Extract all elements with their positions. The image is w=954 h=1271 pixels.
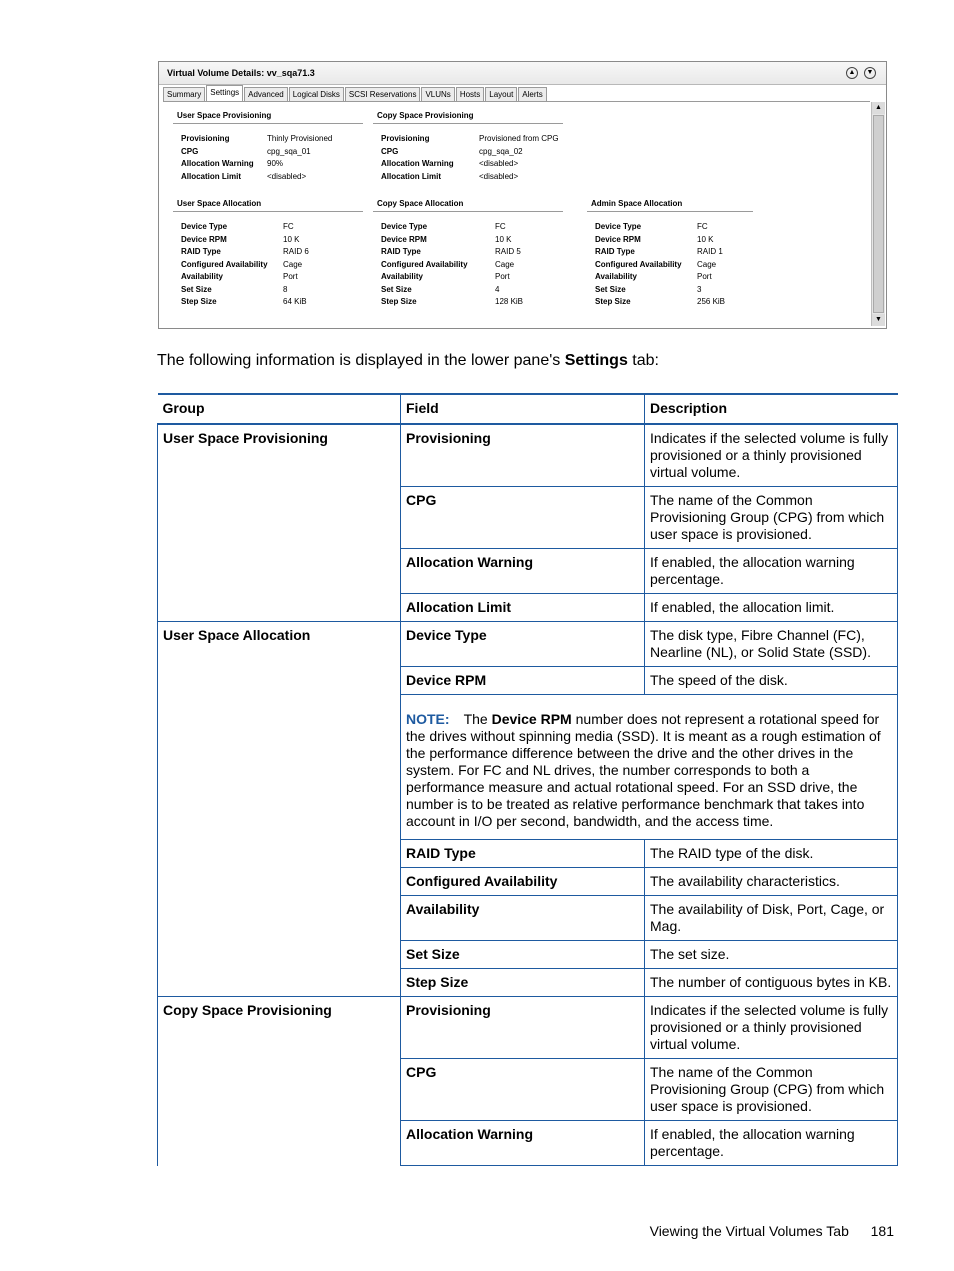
- setting-value: Cage: [283, 259, 303, 269]
- description-cell: The name of the Common Provisioning Group (CPG) from which user space is provisioned.: [645, 487, 898, 549]
- setting-row: [587, 284, 753, 297]
- collapse-icon[interactable]: ▲: [846, 67, 858, 79]
- setting-label: Configured Availability: [595, 259, 682, 269]
- setting-value: 10 K: [495, 234, 512, 244]
- setting-row: [373, 284, 563, 297]
- setting-value: <disabled>: [479, 159, 519, 168]
- panel-titlebar: [159, 62, 886, 85]
- description-cell: If enabled, the allocation limit.: [645, 594, 898, 622]
- setting-label: Allocation Warning: [381, 159, 454, 168]
- group-copy-space-allocation: [373, 199, 563, 309]
- setting-label: Device Type: [595, 222, 642, 231]
- intro-sentence: [157, 352, 659, 370]
- group-heading: User Space Allocation: [173, 199, 363, 212]
- tab-logical-disks[interactable]: Logical Disks: [289, 87, 344, 101]
- group-cell: User Space Provisioning: [158, 424, 401, 622]
- setting-row: [373, 171, 563, 184]
- header-field: Field: [401, 394, 645, 424]
- setting-value: 3: [697, 284, 702, 294]
- note-pre: The: [463, 711, 492, 727]
- setting-label: Availability: [181, 272, 223, 281]
- setting-row: [173, 284, 363, 297]
- expand-icon[interactable]: ▼: [864, 67, 876, 79]
- header-description: Description: [645, 394, 898, 424]
- setting-label: Availability: [381, 272, 423, 281]
- setting-row: [373, 234, 563, 247]
- tab-summary[interactable]: Summary: [163, 87, 205, 101]
- setting-value: Port: [697, 272, 712, 281]
- setting-label: Step Size: [381, 297, 417, 306]
- description-cell: The RAID type of the disk.: [645, 840, 898, 868]
- setting-value: Cage: [495, 259, 515, 269]
- description-cell: The availability of Disk, Port, Cage, or Mag.: [645, 896, 898, 941]
- panel-tabs: [163, 87, 548, 100]
- description-cell: Indicates if the selected volume is fully provisioned or a thinly provisioned virtual volume.: [645, 424, 898, 487]
- setting-value: Provisioned from CPG: [479, 134, 559, 143]
- group-heading: Admin Space Allocation: [587, 199, 753, 212]
- setting-label: Set Size: [181, 284, 212, 294]
- setting-row: [173, 133, 363, 146]
- tab-divider: [163, 101, 870, 102]
- setting-label: Allocation Warning: [181, 159, 254, 168]
- setting-row: [173, 146, 363, 159]
- setting-label: Set Size: [381, 284, 412, 294]
- table-row: [158, 424, 898, 487]
- setting-label: Allocation Limit: [181, 171, 241, 181]
- setting-value: 64 KiB: [283, 297, 307, 306]
- group-heading: Copy Space Provisioning: [373, 111, 563, 124]
- setting-value: <disabled>: [479, 171, 519, 181]
- setting-row: [587, 259, 753, 272]
- group-user-space-allocation: [173, 199, 363, 309]
- setting-value: Cage: [697, 259, 717, 269]
- field-cell: Allocation Warning: [401, 1121, 645, 1166]
- setting-label: Device Type: [381, 222, 428, 231]
- description-cell: The name of the Common Provisioning Group (CPG) from which user space is provisioned.: [645, 1059, 898, 1121]
- setting-row: [173, 234, 363, 247]
- setting-value: Port: [283, 272, 298, 281]
- intro-text-end: tab:: [627, 352, 659, 369]
- setting-row: [173, 296, 363, 309]
- note-bold: Device RPM: [491, 711, 572, 727]
- description-cell: The availability characteristics.: [645, 868, 898, 896]
- field-cell: RAID Type: [401, 840, 645, 868]
- setting-value: 8: [283, 284, 288, 294]
- table-row: [158, 622, 898, 667]
- setting-row: [373, 133, 563, 146]
- setting-row: [373, 271, 563, 284]
- scroll-down-icon[interactable]: ▼: [872, 314, 885, 326]
- setting-value: RAID 6: [283, 247, 309, 256]
- setting-value: 10 K: [283, 234, 300, 244]
- setting-row: [173, 221, 363, 234]
- tab-advanced[interactable]: Advanced: [244, 87, 288, 101]
- setting-row: [587, 221, 753, 234]
- group-cell: Copy Space Provisioning: [158, 997, 401, 1166]
- setting-label: Availability: [595, 272, 637, 281]
- panel-title: Virtual Volume Details: vv_sqa71.3: [167, 68, 315, 78]
- setting-row: [587, 234, 753, 247]
- scroll-thumb[interactable]: [873, 115, 884, 313]
- field-cell: Allocation Warning: [401, 549, 645, 594]
- description-cell: The number of contiguous bytes in KB.: [645, 969, 898, 997]
- setting-label: RAID Type: [595, 247, 635, 256]
- setting-value: cpg_sqa_01: [267, 146, 311, 156]
- group-copy-space-provisioning: [373, 111, 563, 183]
- setting-row: [373, 246, 563, 259]
- field-cell: Step Size: [401, 969, 645, 997]
- table-header-row: [158, 394, 898, 424]
- group-cell: User Space Allocation: [158, 622, 401, 997]
- settings-table: [157, 393, 898, 1166]
- setting-row: [173, 158, 363, 171]
- setting-row: [587, 271, 753, 284]
- setting-label: Provisioning: [181, 134, 230, 143]
- setting-row: [173, 271, 363, 284]
- setting-label: Configured Availability: [381, 259, 468, 269]
- intro-text: The following information is displayed in the lower pane's: [157, 352, 565, 369]
- field-cell: Provisioning: [401, 997, 645, 1059]
- scroll-up-icon[interactable]: ▲: [872, 102, 885, 114]
- setting-label: RAID Type: [381, 247, 421, 256]
- tab-alerts[interactable]: Alerts: [518, 87, 546, 101]
- setting-value: 10 K: [697, 234, 714, 244]
- group-heading: User Space Provisioning: [173, 111, 363, 124]
- intro-bold: Settings: [564, 352, 628, 369]
- setting-label: Provisioning: [381, 134, 430, 143]
- page-number: 181: [870, 1223, 894, 1239]
- setting-label: Set Size: [595, 284, 626, 294]
- setting-value: FC: [697, 222, 708, 231]
- page-footer: [650, 1223, 894, 1239]
- field-cell: Provisioning: [401, 424, 645, 487]
- field-cell: Configured Availability: [401, 868, 645, 896]
- setting-row: [173, 171, 363, 184]
- setting-label: Device RPM: [381, 234, 427, 244]
- setting-label: Configured Availability: [181, 259, 268, 269]
- note-label: NOTE:: [406, 711, 450, 727]
- field-cell: Allocation Limit: [401, 594, 645, 622]
- note-cell: [401, 695, 898, 840]
- tab-vluns[interactable]: VLUNs: [421, 87, 454, 101]
- setting-row: [173, 246, 363, 259]
- tab-hosts[interactable]: Hosts: [456, 87, 484, 101]
- setting-row: [173, 259, 363, 272]
- description-cell: If enabled, the allocation warning percentage.: [645, 1121, 898, 1166]
- setting-label: Allocation Limit: [381, 171, 441, 181]
- tab-scsi-reservations[interactable]: SCSI Reservations: [345, 87, 421, 101]
- note-text: number does not represent a rotational speed for the drives without spinning media (SSD). It is meant as a rough estimation of the performance difference between the drive and the other drives in the system. For FC and NL drives, the number corresponds to both a performance measure and actual rotational speed. For an SSD drive, the number is to be treated as relative performance benchmark that takes into account in I/O per second, bandwidth, and the access time.: [406, 711, 881, 829]
- field-cell: Device Type: [401, 622, 645, 667]
- setting-value: RAID 5: [495, 247, 521, 256]
- setting-row: [373, 259, 563, 272]
- description-cell: The speed of the disk.: [645, 667, 898, 695]
- group-heading: Copy Space Allocation: [373, 199, 563, 212]
- group-user-space-provisioning: [173, 111, 363, 183]
- setting-row: [587, 246, 753, 259]
- setting-row: [373, 158, 563, 171]
- setting-value: Port: [495, 272, 510, 281]
- setting-row: [373, 146, 563, 159]
- setting-value: 90%: [267, 159, 284, 168]
- settings-screenshot: [158, 61, 887, 329]
- setting-row: [373, 296, 563, 309]
- setting-value: RAID 1: [697, 247, 723, 256]
- setting-label: Device Type: [181, 222, 228, 231]
- setting-row: [587, 296, 753, 309]
- group-admin-space-allocation: [587, 199, 753, 309]
- setting-label: Step Size: [181, 297, 217, 306]
- setting-label: CPG: [181, 146, 199, 156]
- footer-section: Viewing the Virtual Volumes Tab: [649, 1223, 849, 1239]
- setting-value: 256 KiB: [697, 297, 726, 306]
- field-cell: Availability: [401, 896, 645, 941]
- setting-value: 4: [495, 284, 500, 294]
- tab-settings[interactable]: Settings: [206, 85, 243, 101]
- field-cell: CPG: [401, 1059, 645, 1121]
- setting-value: cpg_sqa_02: [479, 146, 523, 156]
- table-row: [158, 997, 898, 1059]
- setting-row: [373, 221, 563, 234]
- field-cell: Device RPM: [401, 667, 645, 695]
- field-cell: Set Size: [401, 941, 645, 969]
- description-cell: The disk type, Fibre Channel (FC), Nearline (NL), or Solid State (SSD).: [645, 622, 898, 667]
- setting-label: Device RPM: [181, 234, 227, 244]
- setting-label: RAID Type: [181, 247, 221, 256]
- setting-value: Thinly Provisioned: [267, 134, 333, 143]
- description-cell: Indicates if the selected volume is fully provisioned or a thinly provisioned virtual volume.: [645, 997, 898, 1059]
- field-cell: CPG: [401, 487, 645, 549]
- description-cell: The set size.: [645, 941, 898, 969]
- setting-value: 128 KiB: [495, 297, 524, 306]
- tab-layout[interactable]: Layout: [485, 87, 517, 101]
- setting-label: Step Size: [595, 297, 631, 306]
- setting-value: FC: [283, 222, 294, 231]
- header-group: Group: [158, 394, 401, 424]
- setting-value: FC: [495, 222, 506, 231]
- setting-label: CPG: [381, 146, 399, 156]
- description-cell: If enabled, the allocation warning percentage.: [645, 549, 898, 594]
- setting-label: Device RPM: [595, 234, 641, 244]
- vertical-scrollbar[interactable]: [871, 102, 885, 326]
- setting-value: <disabled>: [267, 171, 307, 181]
